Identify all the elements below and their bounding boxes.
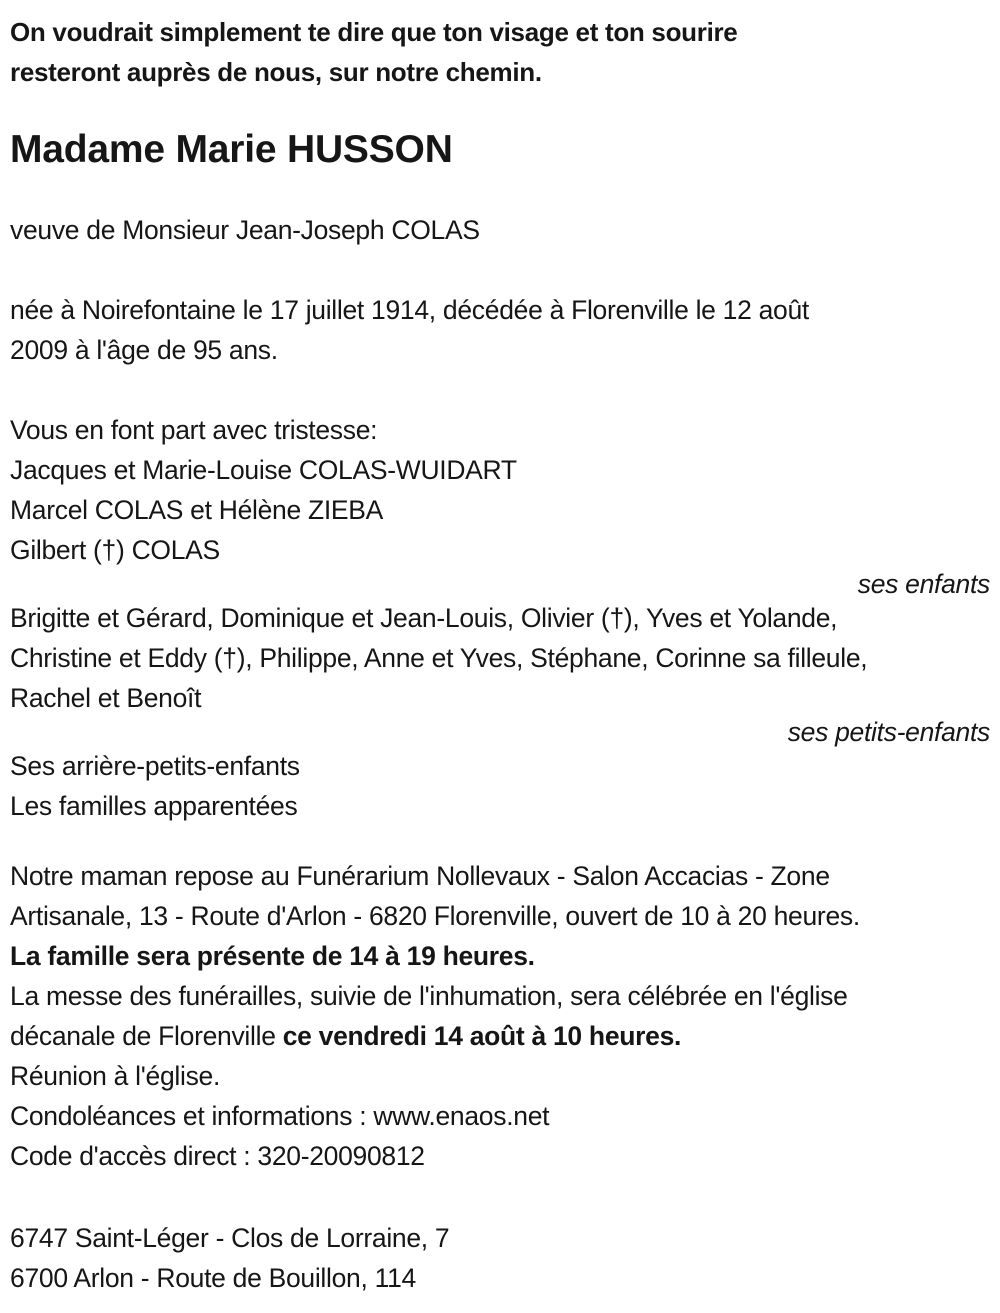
deceased-name-title: Madame Marie HUSSON — [10, 128, 453, 171]
text-line — [10, 856, 990, 896]
text-line — [10, 1056, 990, 1096]
text-line — [10, 1096, 990, 1136]
text-line — [10, 1016, 990, 1056]
text-line: née à Noirefontaine le 17 juillet 1914, décédée à Florenville le 12 août — [10, 295, 809, 325]
emphasized-text: ce vendredi 14 août à 10 heures. — [282, 1021, 682, 1051]
children-names — [10, 450, 990, 570]
emphasized-text: La famille sera présente de 14 à 19 heures. — [10, 941, 535, 971]
announcement-intro: Vous en font part avec tristesse: — [10, 415, 378, 445]
text-line: Marcel COLAS et Hélène ZIEBA — [10, 495, 384, 525]
funeral-home-addresses — [10, 1218, 990, 1298]
text-line: resteront auprès de nous, sur notre chemin. — [10, 57, 542, 87]
text-segment: La messe des funérailles, suivie de l'inhumation, sera célébrée en l'église — [10, 981, 848, 1011]
text-segment: Réunion à l'église. — [10, 1061, 221, 1091]
text-line — [10, 936, 990, 976]
text-segment: Code d'accès direct : 320-20090812 — [10, 1141, 425, 1171]
text-segment: Notre maman repose au Funérarium Nollevaux - Salon Accacias - Zone — [10, 861, 830, 891]
text-line: Jacques et Marie-Louise COLAS-WUIDART — [10, 455, 517, 485]
grandchildren-label: ses petits-enfants — [787, 717, 990, 747]
text-segment: décanale de Florenville — [10, 1021, 283, 1051]
text-line: Les familles apparentées — [10, 791, 298, 821]
birth-death-dates — [10, 290, 990, 370]
grandchildren-names — [10, 598, 990, 718]
text-line — [10, 976, 990, 1016]
text-line: 2009 à l'âge de 95 ans. — [10, 335, 278, 365]
text-line: Rachel et Benoît — [10, 683, 202, 713]
text-line: 6747 Saint-Léger - Clos de Lorraine, 7 — [10, 1223, 450, 1253]
text-line: Christine et Eddy (†), Philippe, Anne et Yves, Stéphane, Corinne sa filleule, — [10, 643, 868, 673]
text-segment: Condoléances et informations : www.enaos.net — [10, 1101, 550, 1131]
text-line: On voudrait simplement te dire que ton visage et ton sourire — [10, 17, 738, 47]
children-label: ses enfants — [857, 569, 990, 599]
text-line: Gilbert (†) COLAS — [10, 535, 220, 565]
ceremony-details — [10, 856, 990, 1176]
relation-to-spouse: veuve de Monsieur Jean-Joseph COLAS — [10, 215, 480, 245]
text-line — [10, 896, 990, 936]
text-segment: Artisanale, 13 - Route d'Arlon - 6820 Florenville, ouvert de 10 à 20 heures. — [10, 901, 860, 931]
text-line: Ses arrière-petits-enfants — [10, 751, 300, 781]
family-announcement — [10, 410, 990, 826]
text-line — [10, 1136, 990, 1176]
text-line: 6700 Arlon - Route de Bouillon, 114 — [10, 1263, 416, 1293]
opening-quote — [10, 12, 990, 92]
text-line: Brigitte et Gérard, Dominique et Jean-Louis, Olivier (†), Yves et Yolande, — [10, 603, 838, 633]
other-family-lines — [10, 746, 990, 826]
